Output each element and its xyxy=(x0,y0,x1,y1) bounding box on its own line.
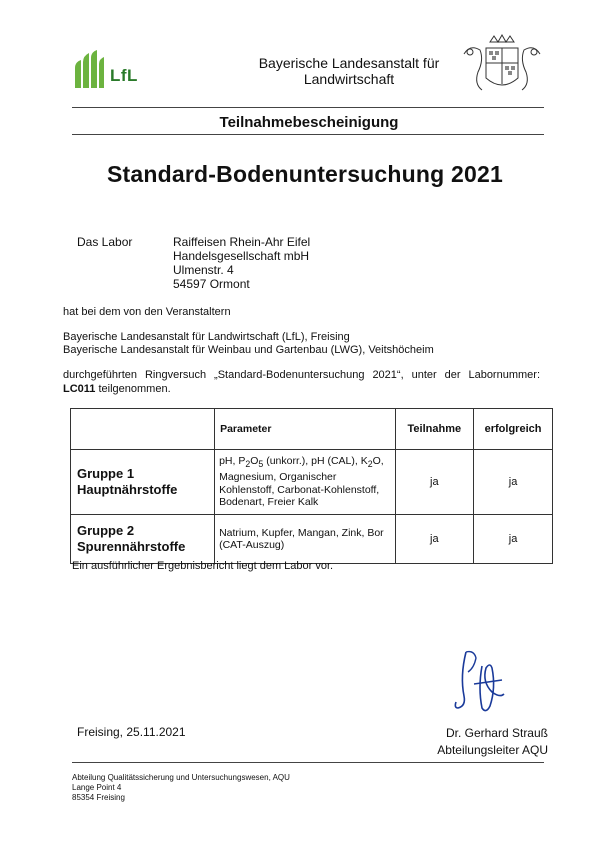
lab-name-line1: Raiffeisen Rhein-Ahr Eifel xyxy=(173,235,311,249)
page-title: Standard-Bodenuntersuchung 2021 xyxy=(107,161,503,187)
place-date: Freising, 25.11.2021 xyxy=(77,725,186,739)
participation-statement xyxy=(63,368,540,396)
header-rule xyxy=(72,107,544,108)
intro-text: hat bei dem von den Veranstaltern xyxy=(63,306,231,318)
lab-city: 54597 Ormont xyxy=(173,277,250,291)
group-cell xyxy=(71,450,215,515)
param-text: O xyxy=(250,455,259,468)
group-number: Gruppe 2 xyxy=(77,523,135,538)
param-text: O, Magnesium, Organischer Kohlenstoff, Carbonat-Kohlenstoff, Bodenart, Freier Kalk xyxy=(219,455,384,509)
signer-name: Dr. Gerhard Strauß xyxy=(445,726,548,740)
table-row xyxy=(71,515,553,564)
bavarian-coat-of-arms-icon xyxy=(456,34,548,96)
group-number: Gruppe 1 xyxy=(77,466,135,481)
statement-line1: durchgeführten Ringversuch „Standard-Bodenuntersuchung 2021“, unter der Labornummer: xyxy=(63,369,540,381)
participation-cell: ja xyxy=(395,450,474,515)
success-cell: ja xyxy=(474,515,553,564)
param-sub: 2 xyxy=(245,459,251,470)
parameter-cell: Natrium, Kupfer, Mangan, Zink, Bor (CAT-Auszug) xyxy=(215,515,395,564)
institution-line2: Landwirtschaft xyxy=(303,71,395,87)
statement-tail: teilgenommen. xyxy=(95,383,171,395)
signer-block xyxy=(380,725,548,759)
group-name: Hauptnährstoffe xyxy=(77,482,178,497)
footer-line2: Lange Point 4 xyxy=(72,783,122,792)
param-text: pH, P xyxy=(219,455,246,468)
document-type: Teilnahmebescheinigung xyxy=(219,114,399,131)
results-table xyxy=(70,408,553,564)
lab-address xyxy=(173,235,310,291)
footer-line3: 85354 Freising xyxy=(72,793,125,802)
logo-text: LfL xyxy=(110,66,138,85)
footer-address xyxy=(72,773,290,803)
param-sub: 2 xyxy=(367,459,373,470)
signer-title: Abteilungsleiter AQU xyxy=(437,743,548,757)
param-text: (unkorr.), pH (CAL), K xyxy=(263,455,368,468)
lab-street: Ulmenstr. 4 xyxy=(173,263,234,277)
header-success: erfolgreich xyxy=(474,409,553,450)
handwritten-signature xyxy=(452,648,508,718)
footer-line1: Abteilung Qualitätssicherung und Untersuchungswesen, AQU xyxy=(72,773,290,782)
institution-name xyxy=(250,55,448,87)
group-name: Spurennährstoffe xyxy=(77,539,186,554)
header-empty xyxy=(71,409,215,450)
organizer-2: Bayerische Landesanstalt für Weinbau und Gartenbau (LWG), Veitshöcheim xyxy=(63,344,434,356)
header-participation: Teilnahme xyxy=(395,409,474,450)
organizer-1: Bayerische Landesanstalt für Landwirtschaft (LfL), Freising xyxy=(63,331,350,343)
footer-rule xyxy=(72,762,544,763)
lab-number: LC011 xyxy=(63,383,96,395)
document-type-rule xyxy=(72,134,544,135)
participation-cell: ja xyxy=(395,515,474,564)
report-note: Ein ausführlicher Ergebnisbericht liegt dem Labor vor. xyxy=(72,560,334,572)
table-row xyxy=(71,450,553,515)
param-sub: 5 xyxy=(258,459,264,470)
header-parameter: Parameter xyxy=(215,409,395,450)
table-header-row xyxy=(71,409,553,450)
group-cell xyxy=(71,515,215,564)
success-cell: ja xyxy=(474,450,553,515)
lfl-logo-icon xyxy=(73,50,105,88)
lab-name-line2: Handelsgesellschaft mbH xyxy=(173,249,310,263)
statement-line2 xyxy=(63,382,540,396)
parameter-cell xyxy=(215,450,395,515)
lab-label: Das Labor xyxy=(77,235,133,249)
institution-line1: Bayerische Landesanstalt für xyxy=(258,55,440,71)
